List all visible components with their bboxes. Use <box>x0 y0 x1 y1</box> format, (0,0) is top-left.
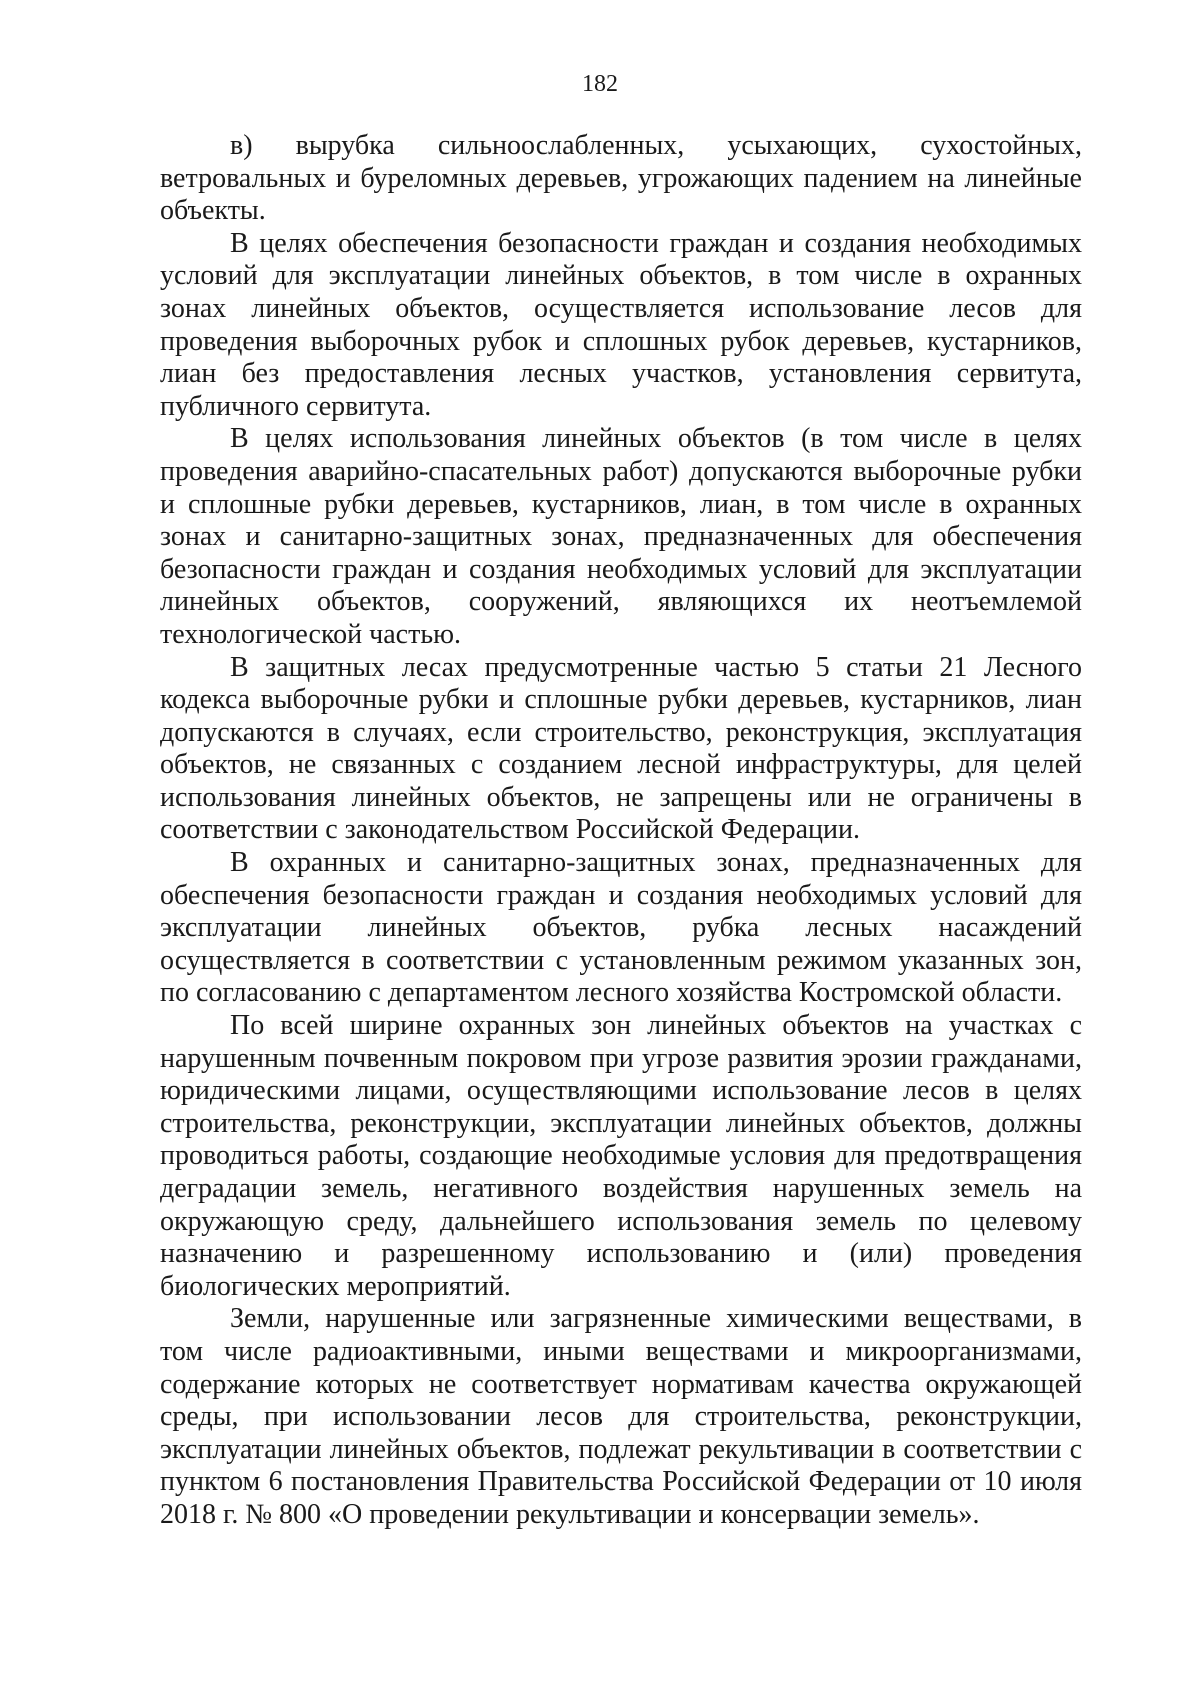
paragraph-protective-forests: В защитных лесах предусмотренные частью 5 статьи 21 Лесного кодекса выборочные рубки и сплошные рубки деревьев, кустарников, лиан допускаются в случаях, если строительство, реконструкция, эксплуатация объектов, не связанных с созданием лесной инфраструктуры, для целей использования линейных объектов, не запрещены или не ограничены в соответствии с законодательством Российской Федерации. <box>160 651 1082 846</box>
paragraph-tree-felling: в) вырубка сильноослабленных, усыхающих, сухостойных, ветровальных и буреломных деревьев, угрожающих падением на линейные объекты. <box>160 130 1082 227</box>
paragraph-land-reclamation: Земли, нарушенные или загрязненные химическими веществами, в том числе радиоактивными, иными веществами и микроорганизмами, содержание которых не соответствует нормативам качества окружающей среды, при использовании лесов для строительства, реконструкции, эксплуатации линейных объектов, подлежат рекультивации в соответствии с пунктом 6 постановления Правительства Российской Федерации от 10 июля 2018 г. № 800 «О проведении рекультивации и консервации земель». <box>160 1303 1082 1530</box>
paragraph-linear-objects-use: В целях использования линейных объектов (в том числе в целях проведения аварийно-спасательных работ) допускаются выборочные рубки и сплошные рубки деревьев, кустарников, лиан, в том числе в охранных зонах и санитарно-защитных зонах, предназначенных для обеспечения безопасности граждан и создания необходимых условий для эксплуатации линейных объектов, сооружений, являющихся их неотъемлемой технологической частью. <box>160 423 1082 650</box>
document-body <box>160 130 1082 1532</box>
paragraph-safety-conditions: В целях обеспечения безопасности граждан и создания необходимых условий для эксплуатации линейных объектов, в том числе в охранных зонах линейных объектов, осуществляется использование лесов для проведения выборочных рубок и сплошных рубок деревьев, кустарников, лиан без предоставления лесных участков, установления сервитута, публичного сервитута. <box>160 227 1082 422</box>
paragraph-protection-zones: В охранных и санитарно-защитных зонах, предназначенных для обеспечения безопасности граждан и создания необходимых условий для эксплуатации линейных объектов, рубка лесных насаждений осуществляется в соответствии с установленным режимом указанных зон, по согласованию с департаментом лесного хозяйства Костромской области. <box>160 847 1082 1009</box>
page-number: 182 <box>582 71 618 97</box>
paragraph-erosion-works: По всей ширине охранных зон линейных объектов на участках с нарушенным почвенным покровом при угрозе развития эрозии гражданами, юридическими лицами, осуществляющими использование лесов в целях строительства, реконструкции, эксплуатации линейных объектов, должны проводиться работы, создающие необходимые условия для предотвращения деградации земель, негативного воздействия нарушенных земель на окружающую среду, дальнейшего использования земель по целевому назначению и разрешенному использованию и (или) проведения биологических мероприятий. <box>160 1010 1082 1302</box>
